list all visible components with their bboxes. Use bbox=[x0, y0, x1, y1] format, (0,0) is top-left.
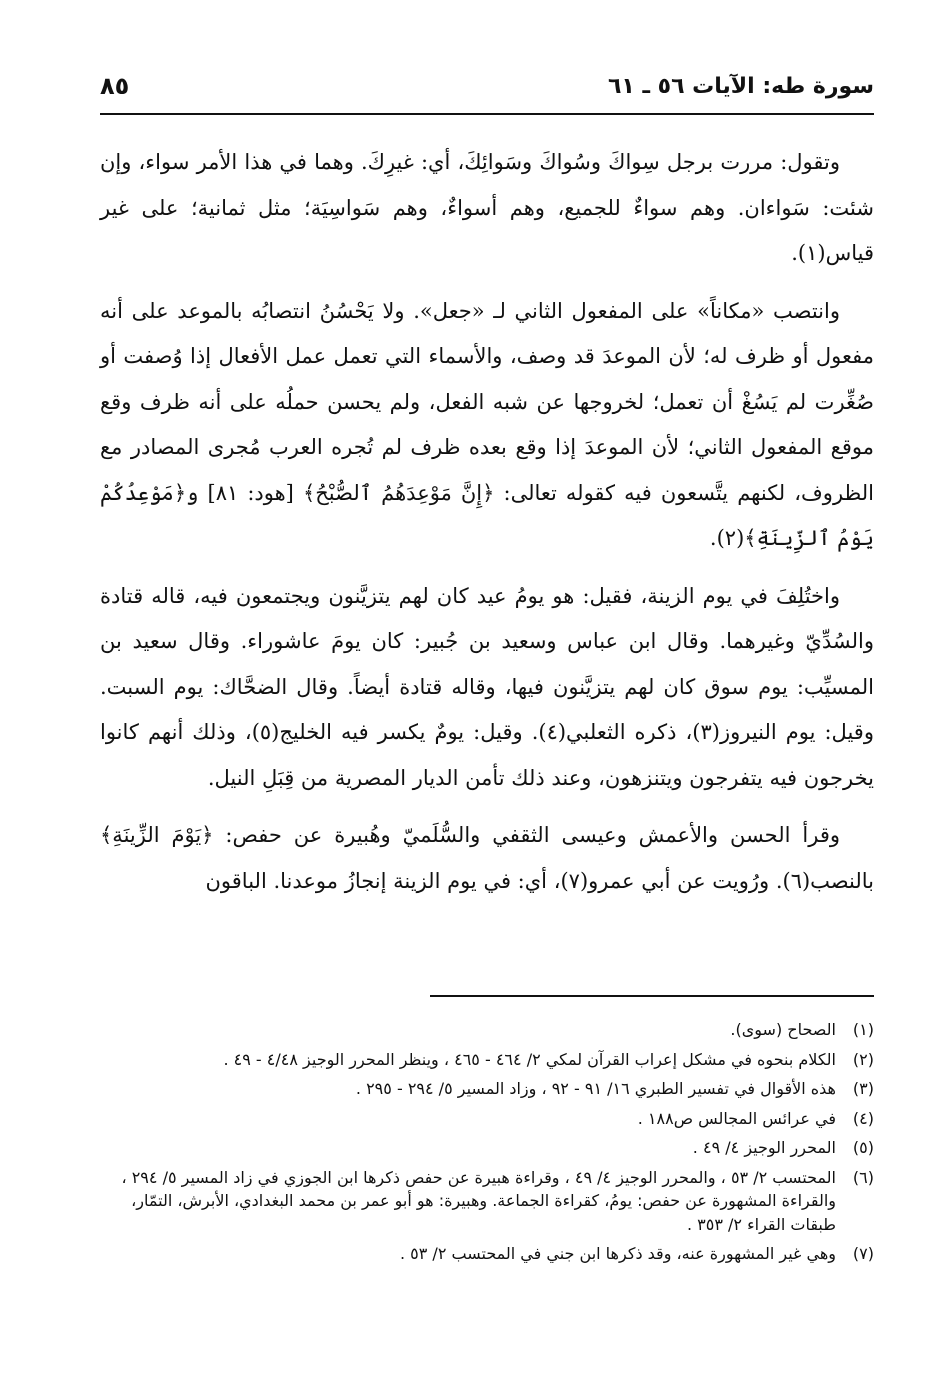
footnotes-rule bbox=[430, 995, 874, 997]
main-text bbox=[100, 140, 874, 916]
header-rule bbox=[100, 113, 874, 115]
footnotes bbox=[100, 1018, 874, 1272]
page-number: ٨٥ bbox=[100, 72, 130, 100]
footnote-3 bbox=[100, 1077, 874, 1101]
paragraph-4: وقرأ الحسن والأعمش وعيسى الثقفي والسُّلَميّ وهُبيرة عن حفص: ﴿يَوْمَ الزِّينَةِ﴾ بالنصب(٦). ورُويت عن أبي عمرو(٧)، أي: في يوم الزينة إنجازُ موعدنا. الباقون bbox=[100, 823, 874, 893]
footnote-number: (٢) bbox=[852, 1049, 874, 1069]
paragraph-3: واختُلِفَ في يوم الزينة، فقيل: هو يومُ عيد كان لهم يتزيَّنون ويجتمعون فيه، قاله قتادة والسُدِّيّ وغيرهما. وقال ابن عباس وسعيد بن جُبير: كان يومَ عاشوراء. وقال سعيد بن المسيِّب: يوم سوق كان لهم يتزيَّنون فيها، وقاله قتادة أيضاً. وقال الضحَّاك: يوم السبت. وقيل: يوم النيروز(٣)، ذكره الثعلبي(٤). وقيل: يومٌ يكسر فيه الخليج(٥)، وذلك أنهم كانوا يخرجون فيه يتفرجون ويتنزهون، وعند ذلك تأمن الديار المصرية من قِبَلِ النيل. bbox=[100, 583, 874, 790]
footnote-5 bbox=[100, 1136, 874, 1160]
paragraph-2: وانتصب «مكاناً» على المفعول الثاني لـ «جعل». ولا يَحْسُنُ انتصابُه بالموعد على أنه مفعول أو ظرف له؛ لأن الموعدَ قد وصف، والأسماء التي تعمل عمل الأفعال إذا وُصفت أو صُغِّرت لم يَسُغْ أن تعمل؛ لخروجها عن شبه الفعل، ولم يحسن حملُه على أنه ظرف وقع موقع المفعول الثاني؛ لأن الموعدَ إذا وقع بعده ظرف لم تُجره العرب مُجرى المصادر مع الظروف، لكنهم يتَّسعون فيه كقوله تعالى: ﴿إِنَّ مَوْعِدَهُمُ ٱلصُّبْحُ﴾ [هود: ٨١] و﴿مَوْعِدُكُمْ يَوْمُ ٱلزِّينَةِ﴾(٢). bbox=[100, 298, 874, 550]
footnote-number: (١) bbox=[852, 1020, 874, 1039]
footnote-text: المحتسب ٢/ ٥٣ ، والمحرر الوجيز ٤/ ٤٩ ، وقراءة هبيرة عن حفص ذكرها ابن الجوزي في زاد المسير ٥/ ٢٩٤ ، والقراءة المشهورة عن حفص: يومُ، كقراءة الجماعة. وهبيرة: هو أبو عمر بن محمد البغدادي، الأبرش، التمّار، طبقات القراء ٢/ ٣٥٣ . bbox=[121, 1167, 836, 1234]
footnote-6 bbox=[100, 1166, 874, 1237]
footnote-number: (٦) bbox=[852, 1167, 874, 1187]
footnote-1 bbox=[100, 1018, 874, 1042]
page-header bbox=[100, 68, 874, 116]
paragraph-1: وتقول: مررت برجل سِواكَ وسُواكَ وسَوائِكَ، أي: غيرِكَ. وهما في هذا الأمر سواء، وإن شئت: سَواءان. وهم سواءٌ للجميع، وهم أسواءٌ، وهم سَواسِيَة؛ مثل ثمانية؛ على غير قياس(١). bbox=[100, 150, 874, 265]
footnote-text: هذه الأقوال في تفسير الطبري ١٦/ ٩١ - ٩٢ ، وزاد المسير ٥/ ٢٩٤ - ٢٩٥ . bbox=[355, 1079, 836, 1098]
footnote-number: (٤) bbox=[852, 1108, 874, 1128]
footnote-number: (٥) bbox=[852, 1138, 874, 1157]
footnote-text: في عرائس المجالس ص١٨٨ . bbox=[637, 1108, 836, 1128]
footnote-7 bbox=[100, 1242, 874, 1266]
footnote-text: الكلام بنحوه في مشكل إعراب القرآن لمكي ٢/ ٤٦٤ - ٤٦٥ ، وينظر المحرر الوجيز ٤/٤٨ - ٤٩ . bbox=[223, 1049, 836, 1069]
footnote-text: وهي غير المشهورة عنه، وقد ذكرها ابن جني في المحتسب ٢/ ٥٣ . bbox=[399, 1244, 836, 1263]
footnote-text: المحرر الوجيز ٤/ ٤٩ . bbox=[692, 1138, 836, 1157]
running-title: سورة طه: الآيات ٥٦ ـ ٦١ bbox=[607, 74, 874, 99]
footnote-2 bbox=[100, 1048, 874, 1072]
footnote-text: الصحاح (سوى). bbox=[730, 1020, 836, 1039]
footnote-4 bbox=[100, 1107, 874, 1131]
footnote-number: (٧) bbox=[852, 1244, 874, 1263]
footnote-number: (٣) bbox=[852, 1079, 874, 1098]
